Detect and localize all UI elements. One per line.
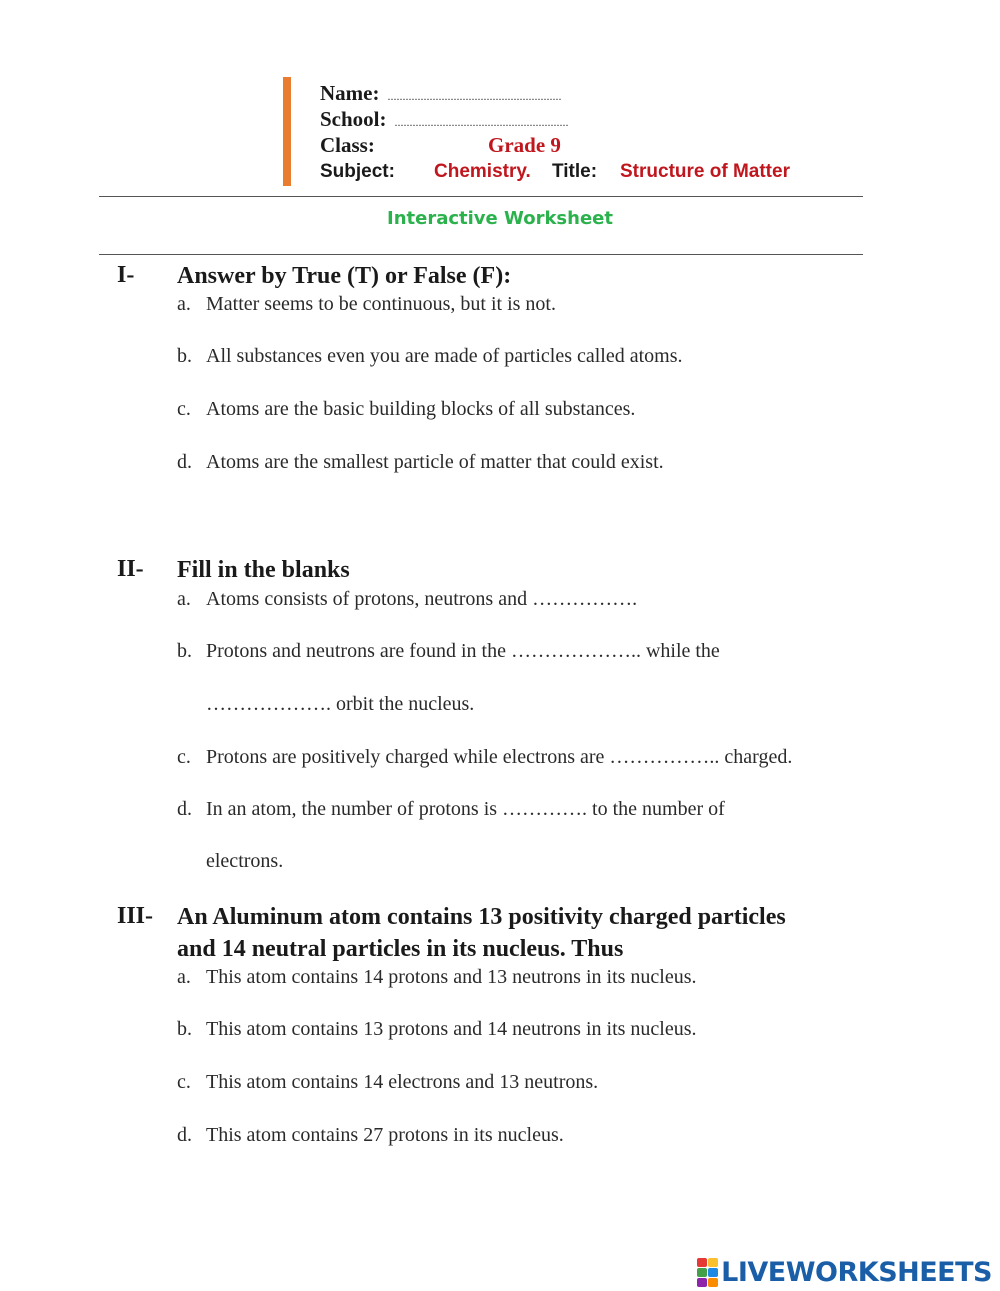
- subject-row: [320, 161, 790, 183]
- divider-top: [99, 196, 863, 197]
- liveworksheets-logo-icon: [697, 1258, 718, 1287]
- section-2-item-b-continuation: ………………. orbit the nucleus.: [206, 693, 475, 715]
- school-row: [320, 107, 569, 132]
- section-2-title: Fill in the blanks: [177, 557, 350, 583]
- section-2-item-a[interactable]: a. Atoms consists of protons, neutrons and …………….: [177, 588, 638, 610]
- logo-square: [708, 1278, 718, 1287]
- title-label: Title:: [552, 161, 598, 182]
- section-2-number: II-: [117, 556, 144, 582]
- section-3-title-line-1: An Aluminum atom contains 13 positivity charged particles: [177, 904, 786, 930]
- name-label: Name:: [320, 81, 380, 105]
- header-accent-bar: [283, 77, 291, 186]
- school-dots: ..........................................................: [394, 115, 569, 129]
- section-3-number: III-: [117, 903, 154, 929]
- section-1-title: Answer by True (T) or False (F):: [177, 263, 512, 289]
- section-3-item-b[interactable]: b. This atom contains 13 protons and 14 neutrons in its nucleus.: [177, 1018, 697, 1040]
- logo-square: [697, 1278, 707, 1287]
- logo-square: [697, 1258, 707, 1267]
- section-2-item-c[interactable]: c. Protons are positively charged while electrons are …………….. charged.: [177, 746, 793, 768]
- logo-square: [708, 1258, 718, 1267]
- liveworksheets-logo-text: LIVEWORKSHEETS: [721, 1257, 992, 1288]
- section-1-item-b[interactable]: b. All substances even you are made of particles called atoms.: [177, 345, 683, 367]
- subject-label: Subject:: [320, 161, 395, 182]
- section-1-item-c[interactable]: c. Atoms are the basic building blocks of all substances.: [177, 398, 636, 420]
- section-1-number: I-: [117, 262, 135, 288]
- liveworksheets-logo[interactable]: [697, 1257, 992, 1288]
- section-1-item-d[interactable]: d. Atoms are the smallest particle of matter that could exist.: [177, 451, 664, 473]
- name-dots: ..........................................................: [387, 89, 562, 103]
- name-row: [320, 81, 561, 106]
- divider-bottom: [99, 254, 863, 255]
- section-3-item-d[interactable]: d. This atom contains 27 protons in its nucleus.: [177, 1124, 564, 1146]
- class-row: [320, 133, 561, 158]
- section-3-item-a[interactable]: a. This atom contains 14 protons and 13 neutrons in its nucleus.: [177, 966, 697, 988]
- section-3-item-c[interactable]: c. This atom contains 14 electrons and 13 neutrons.: [177, 1071, 599, 1093]
- section-2-item-b[interactable]: b. Protons and neutrons are found in the ……………….. while the: [177, 640, 720, 662]
- title-value: Structure of Matter: [620, 161, 790, 182]
- logo-square: [708, 1268, 718, 1277]
- section-2-item-d[interactable]: d. In an atom, the number of protons is …………. to the number of: [177, 798, 725, 820]
- section-3-title-line-2: and 14 neutral particles in its nucleus. Thus: [177, 936, 624, 962]
- interactive-worksheet-banner: Interactive Worksheet: [387, 208, 613, 229]
- school-label: School:: [320, 107, 387, 131]
- logo-square: [697, 1268, 707, 1277]
- section-2-item-d-continuation: electrons.: [206, 850, 284, 872]
- section-1-item-a[interactable]: a. Matter seems to be continuous, but it is not.: [177, 293, 556, 315]
- subject-value: Chemistry.: [434, 161, 531, 182]
- class-value: Grade 9: [488, 133, 561, 157]
- class-label: Class:: [320, 133, 375, 157]
